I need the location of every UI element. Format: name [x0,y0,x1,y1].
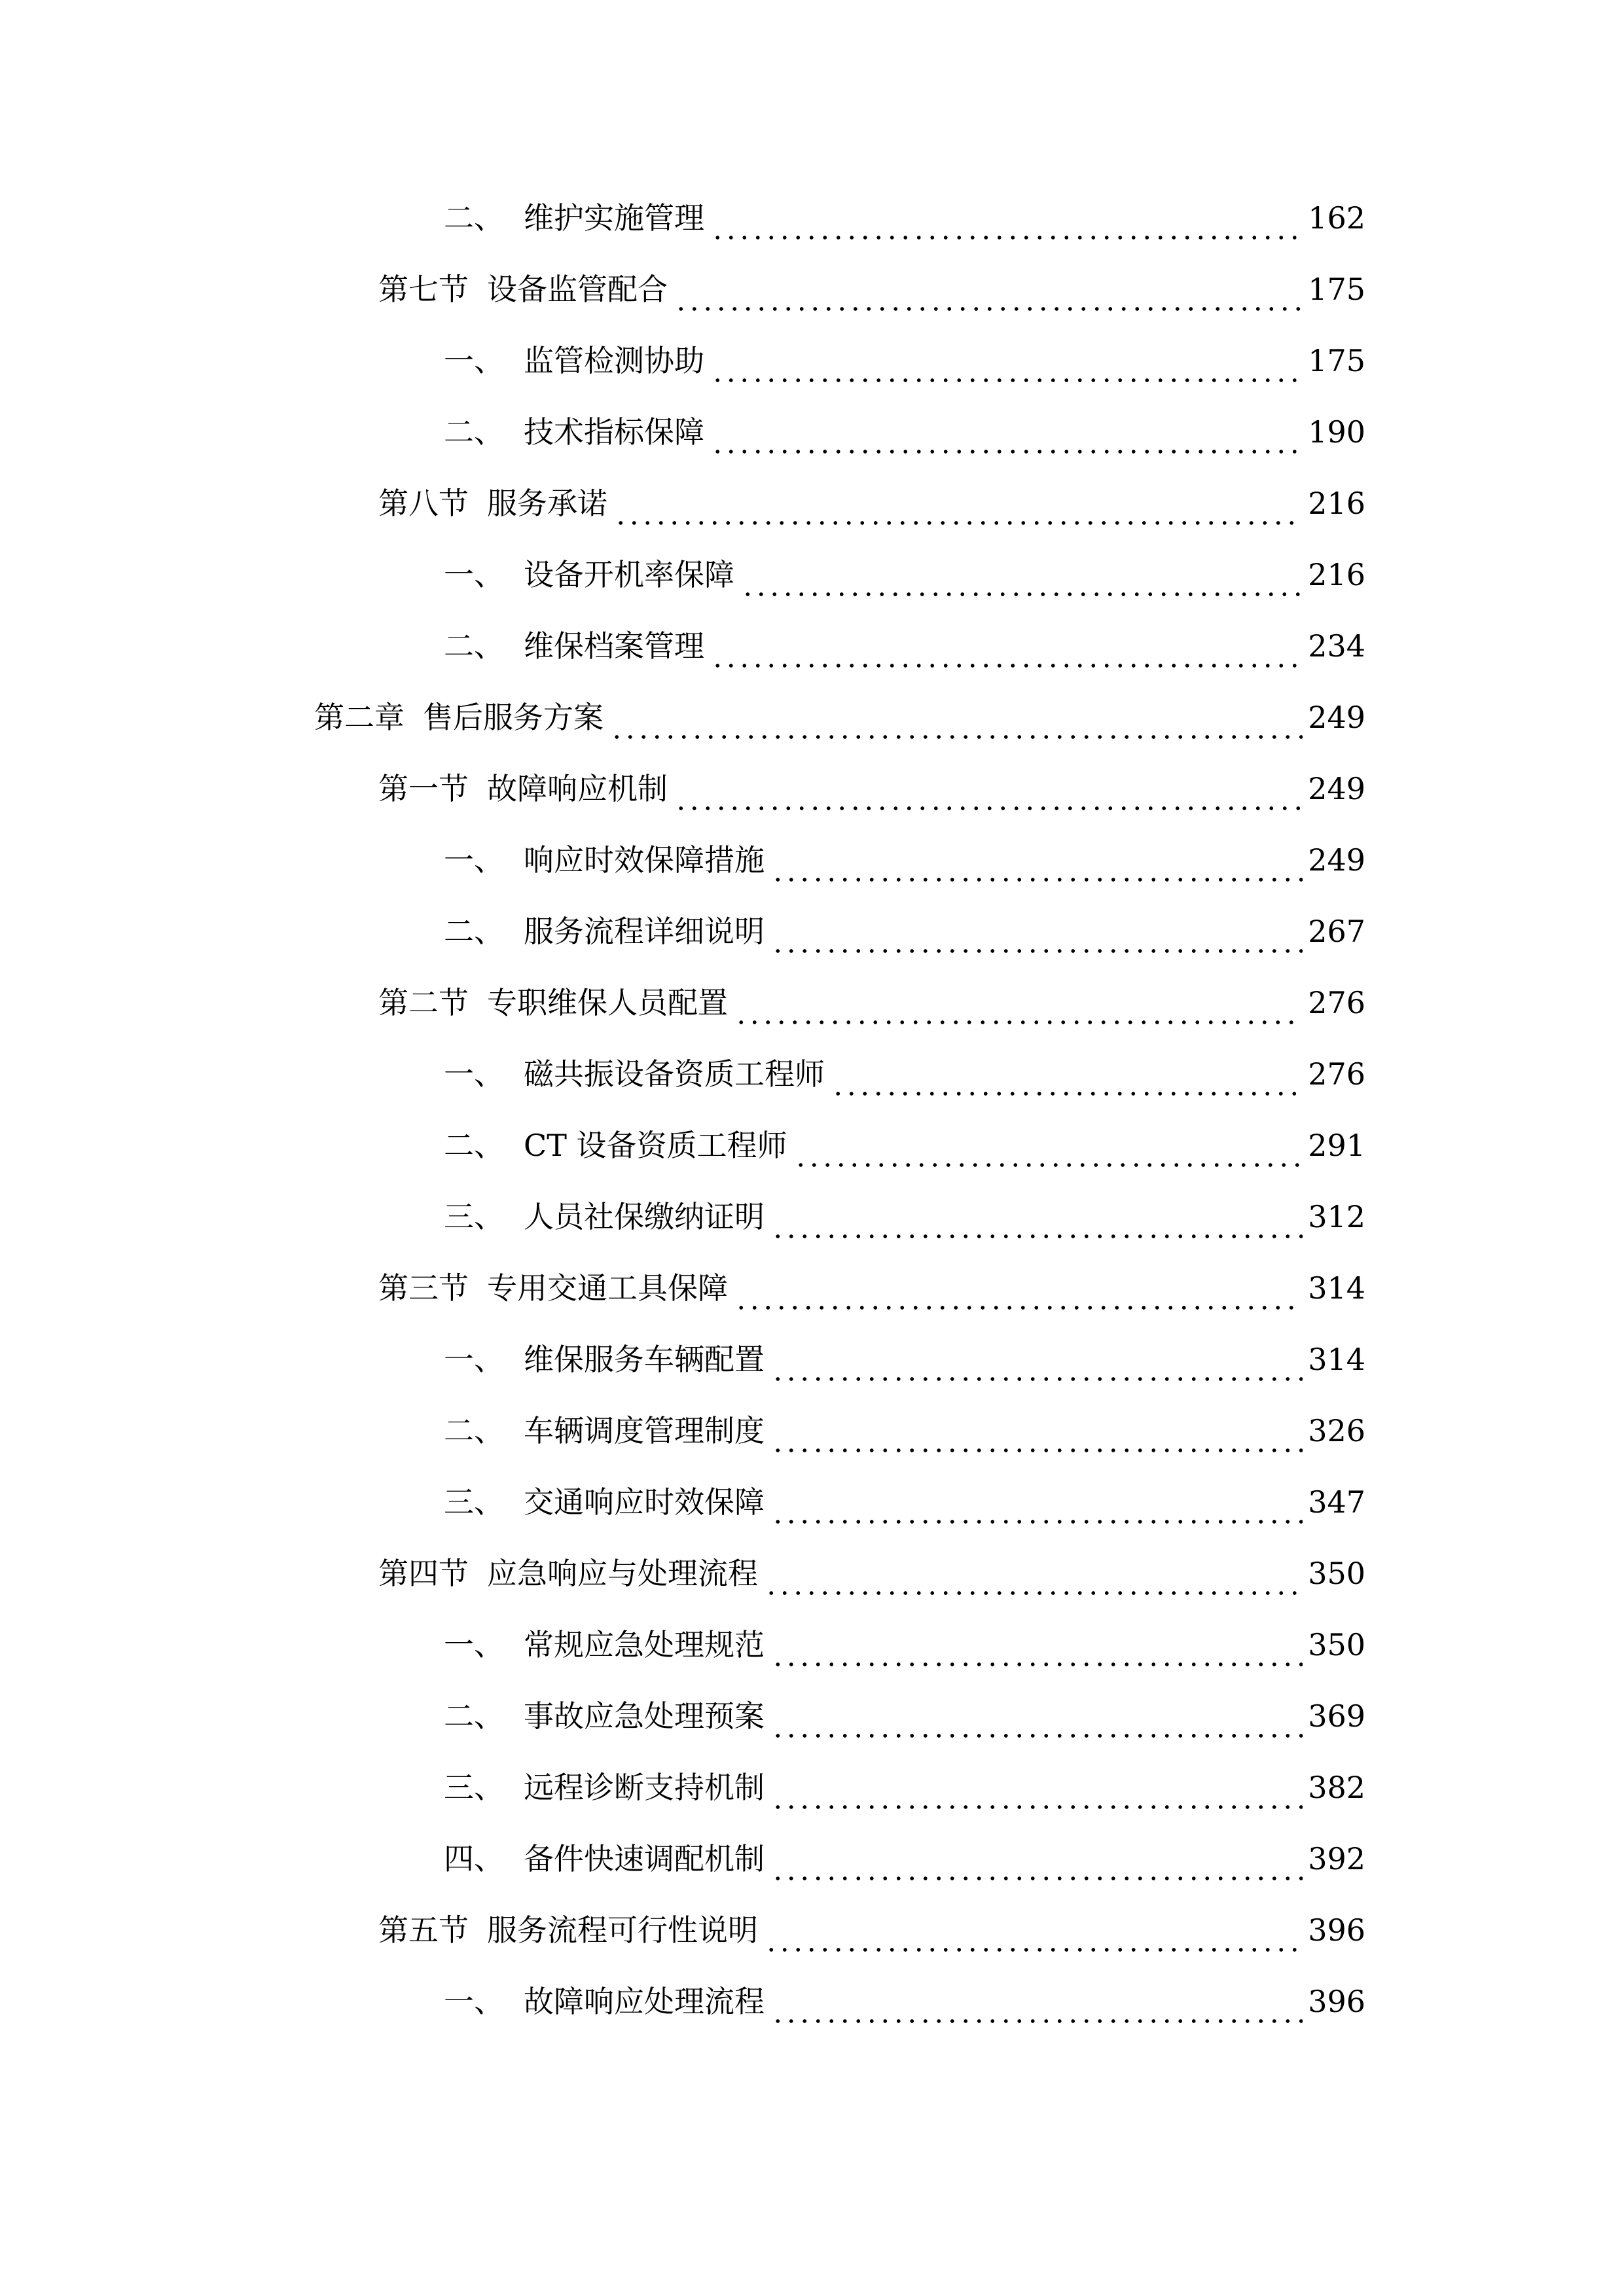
toc-entry[interactable] [444,334,1365,387]
toc-entry[interactable] [444,1048,1365,1100]
dot-leader [771,1619,1303,1671]
toc-entry-title: 监管检测协助 [524,343,704,378]
toc-entry-page: 382 [1308,1770,1365,1805]
toc-entry-number: 二、 [444,200,504,236]
dot-leader [614,477,1303,529]
toc-entry-title: 服务承诺 [487,486,607,521]
toc-entry[interactable] [444,1119,1365,1172]
toc-entry-title: 响应时效保障措施 [524,842,765,878]
toc-entry[interactable] [444,1619,1365,1671]
toc-entry-page: 190 [1308,414,1365,450]
toc-entry[interactable] [444,192,1365,244]
toc-entry[interactable] [378,1547,1365,1600]
toc-entry-title: 备件快速调配机制 [524,1841,765,1876]
toc-entry-page: 396 [1308,1912,1365,1948]
toc-entry-title: 磁共振设备资质工程师 [524,1056,825,1092]
toc-entry-title: 设备开机率保障 [524,557,734,592]
toc-entry-page: 175 [1308,272,1365,307]
toc-entry[interactable] [378,477,1365,529]
toc-entry-page: 326 [1308,1413,1365,1448]
toc-entry-title: 专用交通工具保障 [487,1270,728,1306]
toc-entry-page: 392 [1308,1841,1365,1876]
dot-leader [711,620,1303,672]
toc-entry-page: 216 [1308,557,1365,592]
toc-entry-number: 二、 [444,628,504,664]
toc-entry-page: 276 [1308,1056,1365,1092]
toc-entry[interactable] [378,1262,1365,1314]
toc-entry-page: 312 [1308,1199,1365,1234]
toc-entry[interactable] [444,1690,1365,1742]
toc-entry-title: 服务流程详细说明 [524,914,765,949]
toc-entry-page: 267 [1308,914,1365,949]
toc-entry-page: 347 [1308,1484,1365,1520]
toc-entry-page: 369 [1308,1698,1365,1734]
toc-entry-page: 249 [1308,842,1365,878]
toc-entry-number: 第七节 [378,272,469,307]
dot-leader [771,1191,1303,1243]
toc-entry-title: 常规应急处理规范 [524,1627,765,1662]
dot-leader [771,1975,1303,2028]
toc-entry-page: 234 [1308,628,1365,664]
toc-entry-page: 276 [1308,985,1365,1020]
toc-entry-title: 故障响应处理流程 [524,1984,765,2019]
toc-entry-page: 162 [1308,200,1365,236]
dot-leader [771,1761,1303,1814]
dot-leader [771,1476,1303,1528]
toc-entry[interactable] [314,691,1365,744]
toc-entry-number: 第三节 [378,1270,469,1306]
toc-entry-title: 车辆调度管理制度 [524,1413,765,1448]
dot-leader [771,1333,1303,1386]
toc-entry-page: 249 [1308,700,1365,735]
dot-leader [610,691,1303,744]
dot-leader [831,1048,1303,1100]
dot-leader [711,406,1303,458]
toc-entry-title: 维护实施管理 [524,200,704,236]
dot-leader [771,834,1303,886]
toc-entry[interactable] [444,620,1365,672]
dot-leader [765,1904,1303,1956]
dot-leader [674,263,1303,315]
toc-entry-number: 二、 [444,1413,504,1448]
dot-leader [771,1833,1303,1885]
toc-entry[interactable] [444,1476,1365,1528]
toc-entry-title: 交通响应时效保障 [524,1484,765,1520]
dot-leader [741,548,1303,601]
toc-entry[interactable] [444,1191,1365,1243]
toc-entry-page: 350 [1308,1627,1365,1662]
toc-entry-number: 二、 [444,1128,504,1163]
toc-entry-page: 249 [1308,771,1365,806]
toc-entry-page: 314 [1308,1270,1365,1306]
toc-entry-number: 一、 [444,557,504,592]
toc-entry-number: 第二章 [314,700,405,735]
toc-entry-title: CT 设备资质工程师 [524,1128,787,1163]
toc-entry[interactable] [444,1833,1365,1885]
toc-entry[interactable] [378,762,1365,815]
toc-entry[interactable] [444,406,1365,458]
toc-entry-title: 技术指标保障 [524,414,704,450]
toc-entry-number: 一、 [444,1342,504,1377]
toc-entry-title: 维保档案管理 [524,628,704,664]
toc-entry-number: 三、 [444,1770,504,1805]
toc-entry[interactable] [444,1975,1365,2028]
toc-entry-title: 远程诊断支持机制 [524,1770,765,1805]
dot-leader [765,1547,1303,1600]
toc-entry-number: 第五节 [378,1912,469,1948]
toc-entry-number: 二、 [444,914,504,949]
toc-entry[interactable] [444,834,1365,886]
toc-entry-page: 396 [1308,1984,1365,2019]
toc-entry[interactable] [444,905,1365,958]
toc-entry-page: 175 [1308,343,1365,378]
toc-entry[interactable] [444,1333,1365,1386]
toc-entry-number: 第二节 [378,985,469,1020]
dot-leader [711,192,1303,244]
dot-leader [771,1690,1303,1742]
dot-leader [711,334,1303,387]
toc-entry[interactable] [444,1405,1365,1457]
toc-entry-page: 350 [1308,1556,1365,1591]
toc-entry-number: 一、 [444,1984,504,2019]
toc-entry-number: 一、 [444,842,504,878]
toc-entry-number: 第四节 [378,1556,469,1591]
dot-leader [674,762,1303,815]
toc-entry-number: 四、 [444,1841,504,1876]
toc-entry-title: 售后服务方案 [423,700,604,735]
toc-entry-page: 216 [1308,486,1365,521]
toc-entry[interactable] [378,263,1365,315]
toc-entry[interactable] [378,977,1365,1029]
toc-entry-title: 服务流程可行性说明 [487,1912,758,1948]
toc-entry-page: 291 [1308,1128,1365,1163]
toc-entry-title: 专职维保人员配置 [487,985,728,1020]
toc-entry[interactable] [378,1904,1365,1956]
toc-entry-number: 三、 [444,1199,504,1234]
dot-leader [734,977,1303,1029]
toc-entry-title: 事故应急处理预案 [524,1698,765,1734]
dot-leader [794,1119,1303,1172]
toc-entry-title: 应急响应与处理流程 [487,1556,758,1591]
toc-entry[interactable] [444,548,1365,601]
toc-entry-title: 故障响应机制 [487,771,668,806]
dot-leader [771,905,1303,958]
toc-entry-number: 一、 [444,1056,504,1092]
dot-leader [771,1405,1303,1457]
toc-entry-title: 人员社保缴纳证明 [524,1199,765,1234]
toc-entry-number: 二、 [444,414,504,450]
toc-entry-number: 一、 [444,343,504,378]
toc-entry-title: 维保服务车辆配置 [524,1342,765,1377]
toc-entry-page: 314 [1308,1342,1365,1377]
toc-entry-title: 设备监管配合 [487,272,668,307]
toc-entry-number: 第八节 [378,486,469,521]
dot-leader [734,1262,1303,1314]
toc-entry-number: 二、 [444,1698,504,1734]
toc-entry-number: 第一节 [378,771,469,806]
toc-entry-number: 一、 [444,1627,504,1662]
toc-entry[interactable] [444,1761,1365,1814]
toc-entry-number: 三、 [444,1484,504,1520]
